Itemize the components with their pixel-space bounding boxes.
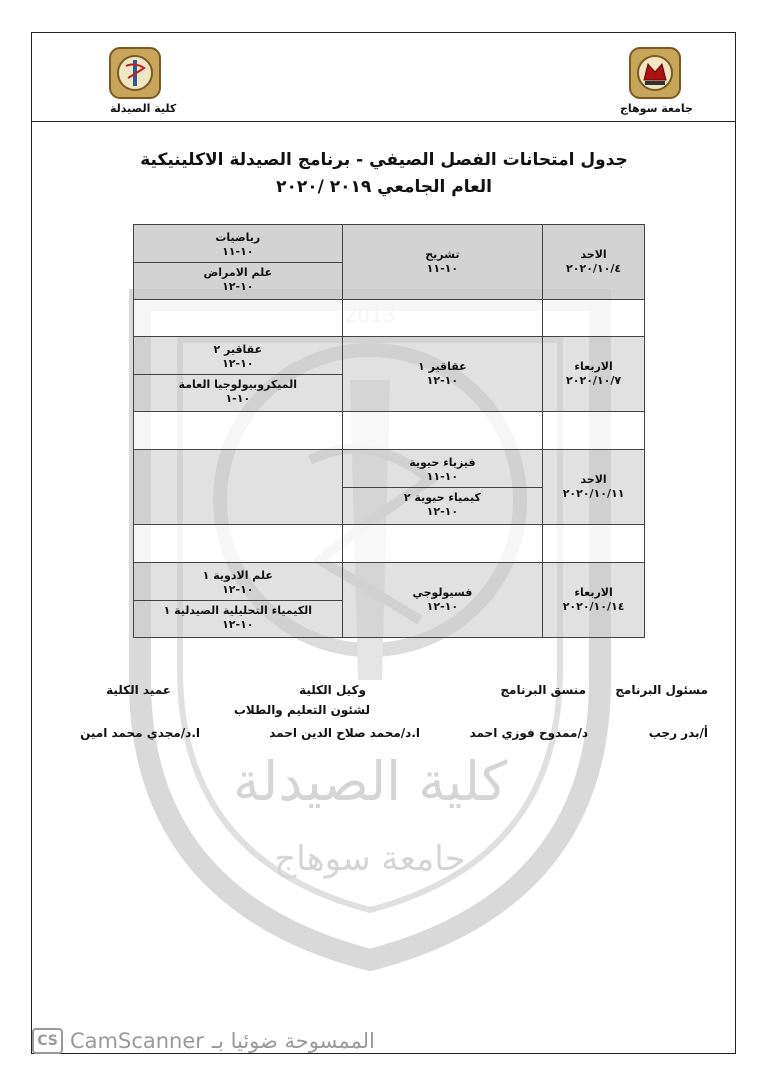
subject-entry (343, 453, 543, 488)
exam-time: ١٠-١ (225, 391, 251, 405)
subject-name: فسيولوجي (412, 586, 473, 599)
subject-entry (134, 228, 342, 263)
emblem-text-university: جامعة سوهاج (274, 839, 466, 879)
day-name: الاحد (580, 248, 607, 261)
header-divider (31, 121, 736, 122)
subject-name: الكيمياء التحليلية الصيدلية ١ (163, 603, 313, 617)
subject-name: علم الامراض (203, 265, 273, 279)
exam-time: ١٠-١١ (222, 244, 254, 258)
spacer-row (134, 300, 645, 337)
emblem-text-faculty: كلية الصيدلة (232, 750, 508, 813)
exam-subject-cell (134, 337, 343, 412)
spacer-row (134, 525, 645, 563)
exam-time: ١٠-١٢ (426, 504, 459, 518)
exam-subject-cell (342, 225, 543, 300)
subject-entry (134, 263, 342, 297)
day-cell (543, 563, 645, 638)
subject-entry (134, 340, 342, 375)
exam-subject-cell (342, 450, 543, 525)
exam-date: ٢٠٢٠/١٠/٤ (566, 262, 622, 275)
vice-dean-title: وكيل الكلية (299, 683, 366, 697)
exam-time: ١٠-١٢ (222, 356, 254, 370)
exam-date: ٢٠٢٠/١٠/٧ (566, 374, 622, 387)
dean-name: ا.د/مجدي محمد امين (80, 726, 200, 740)
day-name: الاربعاء (574, 360, 613, 373)
exam-date: ٢٠٢٠/١٠/١١ (562, 487, 625, 500)
day-cell (543, 450, 645, 525)
camscanner-watermark (32, 1026, 375, 1056)
day-name: الاربعاء (574, 586, 613, 599)
exam-subject-cell (134, 563, 343, 638)
scanned-with-label: الممسوحة ضوئيا بـ (211, 1029, 375, 1053)
exam-time: ١٠-١٢ (426, 600, 459, 613)
exam-subject-cell (134, 225, 343, 300)
exam-time: ١٠-١١ (426, 262, 459, 275)
exam-time: ١٠-١٢ (222, 617, 254, 631)
subject-entry (134, 375, 342, 409)
exam-date: ٢٠٢٠/١٠/١٤ (562, 600, 625, 613)
program-coordinator-name: د/ممدوح فوزي احمد (469, 726, 588, 740)
program-officer-name: أ/بدر رجب (648, 726, 708, 740)
spacer-row (134, 412, 645, 450)
subject-name: رياضيات (215, 230, 261, 244)
exam-subject-cell (342, 337, 543, 412)
university-name-caption: جامعة سوهاج (620, 102, 693, 115)
program-officer-title: مسئول البرنامج (615, 683, 708, 697)
subject-entry (134, 566, 342, 601)
camscanner-label: CamScanner (70, 1029, 204, 1053)
dean-title: عميد الكلية (106, 683, 171, 697)
vice-dean-title-line-2: لشئون التعليم والطلاب (233, 703, 370, 717)
exam-row (134, 450, 645, 525)
academic-year-title: العام الجامعي ٢٠١٩ /٢٠٢٠ (276, 177, 492, 197)
empty-subject-cell (134, 450, 343, 525)
subject-name: عقاقير ٢ (213, 342, 263, 356)
subject-name: تشريح (425, 248, 460, 261)
exam-subject-cell (342, 563, 543, 638)
program-coordinator-title: منسق البرنامج (500, 683, 586, 697)
exam-time: ١٠-١٢ (426, 374, 459, 387)
subject-name: علم الادوية ١ (202, 568, 273, 582)
faculty-logo (106, 44, 164, 102)
university-logo (626, 44, 684, 102)
day-cell (543, 225, 645, 300)
exam-row (134, 225, 645, 300)
schedule-title: جدول امتحانات الفصل الصيفي - برنامج الصيدلة الاكلينيكية (140, 150, 628, 170)
subject-entry (134, 601, 342, 635)
subject-name: فيزياء حيوية (409, 455, 476, 469)
subject-name: كيمياء حيوية ٢ (403, 490, 481, 504)
camscanner-logo-icon: CS (32, 1028, 63, 1054)
faculty-name-caption: كلية الصيدلة (110, 102, 177, 115)
exam-row (134, 337, 645, 412)
day-cell (543, 337, 645, 412)
exam-row (134, 563, 645, 638)
exam-schedule-table (133, 224, 645, 638)
vice-dean-name: ا.د/محمد صلاح الدين احمد (269, 726, 420, 740)
exam-time: ١٠-١٢ (222, 582, 254, 596)
subject-name: عقاقير ١ (418, 360, 467, 373)
subject-entry (343, 488, 543, 522)
exam-time: ١٠-١١ (426, 469, 459, 483)
exam-time: ١٠-١٢ (222, 279, 254, 293)
day-name: الاحد (580, 473, 607, 486)
subject-name: الميكروبيولوجيا العامة (178, 377, 298, 391)
